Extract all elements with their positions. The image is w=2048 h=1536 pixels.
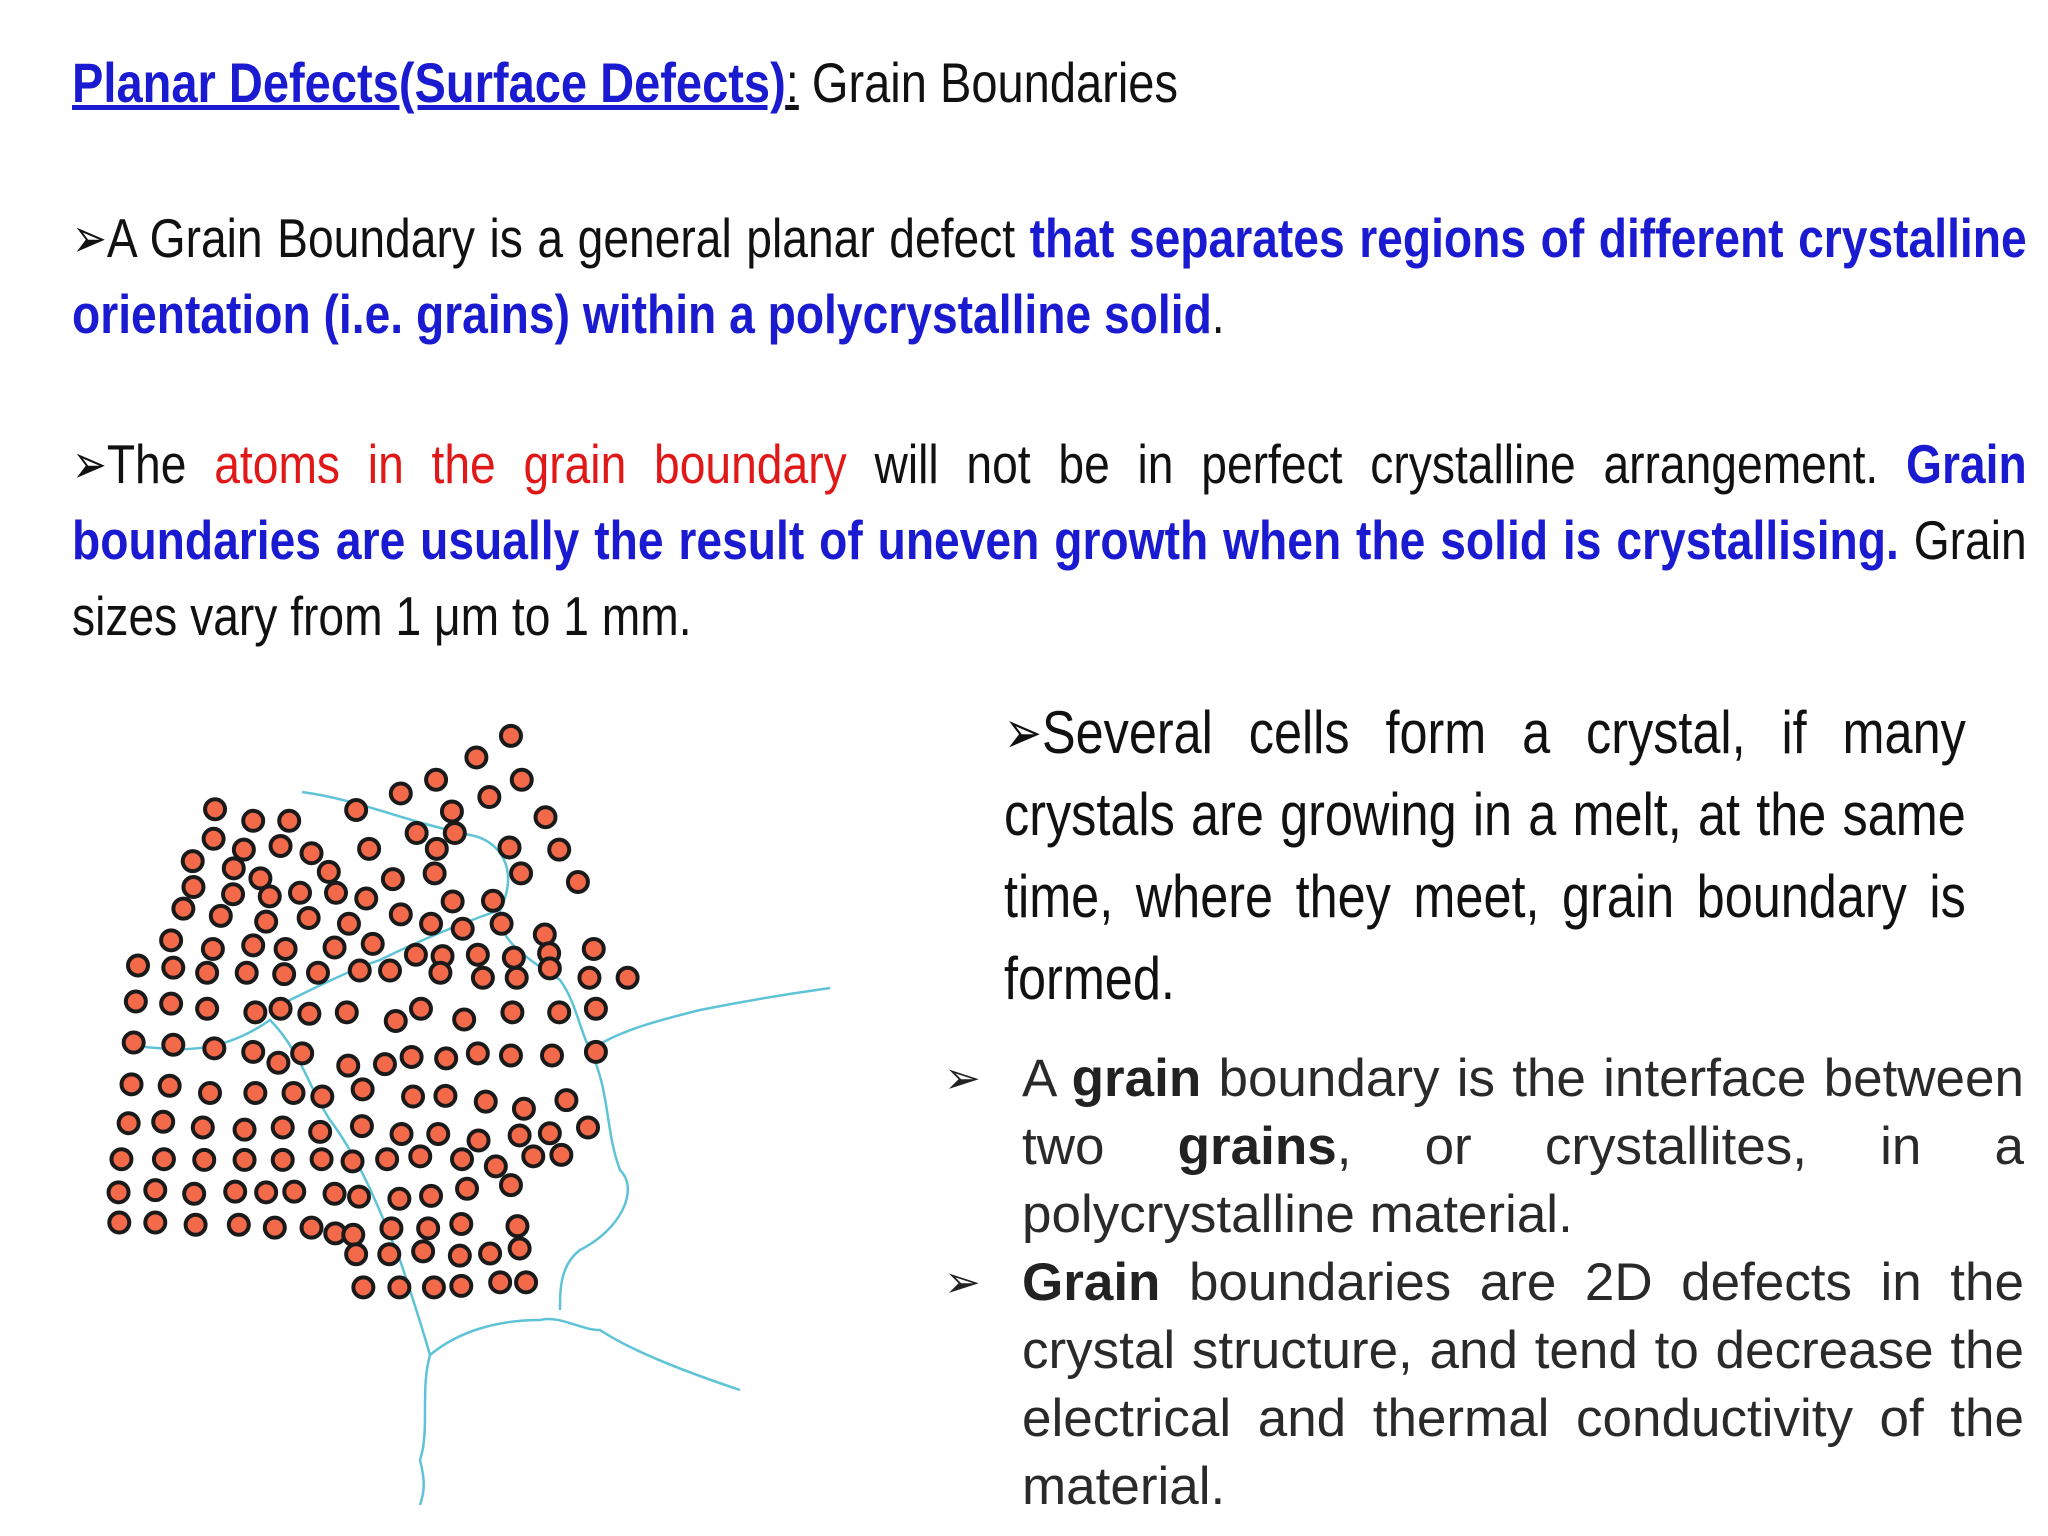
- atom-dot: [109, 1182, 129, 1202]
- atom-dot: [443, 891, 463, 911]
- arrow-bullet-icon: ➢: [944, 1258, 981, 1307]
- atom-dot: [511, 863, 531, 883]
- para1-end: .: [1211, 283, 1225, 345]
- atom-dot: [350, 961, 370, 981]
- atom-dot: [124, 1033, 144, 1053]
- boundary-line: [420, 1355, 430, 1505]
- atom-dot: [299, 908, 319, 928]
- bullet-bold: Grain: [1022, 1253, 1161, 1312]
- atom-dot: [483, 891, 503, 911]
- atom-dot: [234, 840, 254, 860]
- atom-dot: [160, 1076, 180, 1096]
- para3-text: Several cells form a crystal, if many crystals are growing in a melt, at the same time, where they meet, grain boundary is formed.: [1004, 699, 1966, 1012]
- atom-dot: [352, 1116, 372, 1136]
- atom-dot: [173, 899, 193, 919]
- atom-dot: [265, 1218, 285, 1238]
- arrow-bullet-icon: ➢: [72, 206, 107, 270]
- atom-dot: [225, 1182, 245, 1202]
- atom-dot: [271, 999, 291, 1019]
- atom-dot: [292, 1043, 312, 1063]
- arrow-bullet-icon: ➢: [1004, 698, 1042, 768]
- atom-dot: [161, 994, 181, 1014]
- atom-dot: [450, 1246, 470, 1266]
- atom-dot: [359, 839, 379, 859]
- atom-dot: [339, 914, 359, 934]
- para2-middle: will not be in perfect crystalline arrangement.: [846, 433, 1907, 495]
- atom-dot: [468, 945, 488, 965]
- atom-dot: [549, 1002, 569, 1022]
- atom-dot: [391, 904, 411, 924]
- atom-dot: [276, 939, 296, 959]
- atom-dot: [391, 783, 411, 803]
- atom-dot: [425, 863, 445, 883]
- atom-dot: [161, 930, 181, 950]
- atom-dot: [308, 963, 328, 983]
- atom-dot: [501, 726, 521, 746]
- atom-dot: [245, 1083, 265, 1103]
- atom-dot: [421, 914, 441, 934]
- atom-dot: [302, 843, 322, 863]
- atom-dot: [476, 1092, 496, 1112]
- atom-dot: [128, 956, 148, 976]
- atom-dot: [111, 1149, 131, 1169]
- atom-dot: [184, 1184, 204, 1204]
- atom-dot: [501, 1046, 521, 1066]
- atom-dot: [492, 914, 512, 934]
- atom-dot: [510, 1125, 530, 1145]
- atom-dot: [349, 1187, 369, 1207]
- atom-dot: [516, 1272, 536, 1292]
- atom-dot: [453, 919, 473, 939]
- atom-dot: [197, 999, 217, 1019]
- atom-dot: [268, 1053, 288, 1073]
- atom-dot: [584, 939, 604, 959]
- atom-dot: [312, 1149, 332, 1169]
- atom-dot: [183, 877, 203, 897]
- atom-dot: [389, 1277, 409, 1297]
- atom-dot: [271, 836, 291, 856]
- atom-dot: [480, 1244, 500, 1264]
- atom-dot: [284, 1083, 304, 1103]
- atom-dot: [256, 1182, 276, 1202]
- atom-dot: [536, 807, 556, 827]
- atom-dot: [501, 1175, 521, 1195]
- atom-dot: [406, 945, 426, 965]
- atom-dot: [194, 1150, 214, 1170]
- atom-dot: [507, 968, 527, 988]
- boundary-line: [590, 988, 830, 1050]
- atom-dot: [274, 964, 294, 984]
- atom-dot: [523, 1146, 543, 1166]
- para2-emphasis: Grain boundaries are usually the result of uneven growth when the solid is crystallising.: [72, 433, 2027, 571]
- atom-dot: [126, 992, 146, 1012]
- atom-dot: [153, 1112, 173, 1132]
- atom-dot: [403, 1087, 423, 1107]
- para2-red: atoms in the grain boundary: [214, 433, 847, 495]
- atom-dot: [343, 1151, 363, 1171]
- para1-plain: A Grain Boundary is a general planar defect: [106, 207, 1030, 269]
- atom-dot: [551, 1145, 571, 1165]
- atom-dot: [442, 801, 462, 821]
- atom-dot: [186, 1215, 206, 1235]
- atom-dot: [235, 1120, 255, 1140]
- atom-dot: [500, 837, 520, 857]
- atom-dot: [163, 958, 183, 978]
- atom-dot: [436, 1048, 456, 1068]
- arrow-bullet-icon: ➢: [72, 432, 107, 496]
- atom-dot: [211, 906, 231, 926]
- bullet-text: A: [1022, 1049, 1072, 1108]
- atom-dot: [197, 963, 217, 983]
- atom-dot: [454, 1010, 474, 1030]
- atom-dot: [381, 1218, 401, 1238]
- atom-dot: [578, 1118, 598, 1138]
- atom-dot: [243, 935, 263, 955]
- atom-dot: [383, 869, 403, 889]
- atom-dot: [586, 999, 606, 1019]
- list-item: [944, 1045, 2024, 1249]
- slide-title: [72, 50, 1178, 115]
- atom-dot: [486, 1156, 506, 1176]
- atom-dot: [310, 1122, 330, 1142]
- atom-dot: [418, 1218, 438, 1238]
- atom-dot: [445, 823, 465, 843]
- atom-dot: [279, 811, 299, 831]
- atom-dot: [122, 1074, 142, 1094]
- atom-dot: [427, 839, 447, 859]
- atom-dot: [410, 1146, 430, 1166]
- atom-dot: [145, 1180, 165, 1200]
- atom-dot: [421, 1186, 441, 1206]
- atom-dot: [145, 1213, 165, 1233]
- atom-dot: [312, 1087, 332, 1107]
- arrow-bullet-icon: ➢: [944, 1054, 981, 1103]
- atom-dot: [338, 1056, 358, 1076]
- atom-dot: [237, 963, 257, 983]
- atom-dot: [273, 1118, 293, 1138]
- atom-dot: [451, 1276, 471, 1296]
- atom-dot: [413, 1241, 433, 1261]
- atom-dot: [579, 968, 599, 988]
- atom-dot: [302, 1218, 322, 1238]
- atom-lattice: [109, 726, 638, 1298]
- atom-dot: [457, 1179, 477, 1199]
- atom-dot: [386, 1011, 406, 1031]
- grain-boundary-diagram: [0, 690, 900, 1510]
- atom-dot: [535, 925, 555, 945]
- atom-dot: [407, 823, 427, 843]
- atom-dot: [193, 1118, 213, 1138]
- title-heading: Planar Defects(Surface Defects): [72, 51, 786, 114]
- atom-dot: [504, 948, 524, 968]
- atom-dot: [507, 1216, 527, 1236]
- atom-dot: [402, 1047, 422, 1067]
- atom-dot: [424, 1277, 444, 1297]
- atom-dot: [490, 1272, 510, 1292]
- atom-dot: [346, 1244, 366, 1264]
- bullet-text: boundaries are 2D defects in the crystal structure, and tend to decrease the electrical and thermal conductivity of the material.: [1022, 1253, 2024, 1516]
- atom-dot: [119, 1113, 139, 1133]
- atom-dot: [204, 829, 224, 849]
- atom-dot: [428, 1124, 448, 1144]
- atom-dot: [375, 1054, 395, 1074]
- atom-dot: [586, 1042, 606, 1062]
- atom-dot: [243, 1042, 263, 1062]
- atom-dot: [243, 811, 263, 831]
- atom-dot: [363, 934, 383, 954]
- bullet-bold: grains: [1177, 1117, 1337, 1176]
- atom-dot: [284, 1182, 304, 1202]
- atom-dot: [353, 1277, 373, 1297]
- atom-dot: [245, 1002, 265, 1022]
- atom-dot: [473, 968, 493, 988]
- atom-dot: [356, 889, 376, 909]
- atom-dot: [200, 1083, 220, 1103]
- list-item: [944, 1249, 2024, 1521]
- atom-dot: [319, 862, 339, 882]
- atom-dot: [568, 872, 588, 892]
- atom-dot: [479, 787, 499, 807]
- atom-dot: [326, 883, 346, 903]
- atom-dot: [229, 1215, 249, 1235]
- atom-dot: [468, 1043, 488, 1063]
- paragraph-grain-boundary-atoms: [72, 426, 2027, 654]
- para2-start: The: [106, 433, 215, 495]
- bullet-text: , or crystallites, in a polycrystalline material.: [1022, 1117, 2024, 1244]
- atom-dot: [426, 770, 446, 790]
- atom-dot: [512, 770, 532, 790]
- title-colon: :: [785, 51, 799, 114]
- atom-dot: [411, 999, 431, 1019]
- atom-dot: [452, 1149, 472, 1169]
- atom-dot: [466, 747, 486, 767]
- atom-dot: [540, 958, 560, 978]
- atom-dot: [260, 886, 280, 906]
- atom-dot: [380, 961, 400, 981]
- atom-dot: [204, 1038, 224, 1058]
- atom-dot: [542, 1046, 562, 1066]
- boundary-line: [430, 1319, 740, 1390]
- atom-dot: [618, 968, 638, 988]
- atom-dot: [556, 1090, 576, 1110]
- atom-dot: [154, 1149, 174, 1169]
- paragraph-crystal-growth: [1004, 692, 1966, 1020]
- title-subtitle: Grain Boundaries: [811, 51, 1178, 114]
- atom-dot: [163, 1035, 183, 1055]
- atom-dot: [377, 1149, 397, 1169]
- atom-dot: [549, 840, 569, 860]
- atom-dot: [299, 1004, 319, 1024]
- atom-dot: [502, 1002, 522, 1022]
- atom-dot: [430, 963, 450, 983]
- atom-dot: [346, 800, 366, 820]
- atom-dot: [203, 939, 223, 959]
- atom-dot: [389, 1189, 409, 1209]
- atom-dot: [510, 1238, 530, 1258]
- bullet-text: boundary is the interface between two: [1022, 1049, 2024, 1176]
- atom-dot: [451, 1214, 471, 1234]
- atom-dot: [183, 851, 203, 871]
- para2-end: Grain sizes vary from 1 μm to 1 mm.: [72, 509, 2027, 647]
- atom-dot: [353, 1079, 373, 1099]
- atom-dot: [337, 1002, 357, 1022]
- atom-dot: [256, 912, 276, 932]
- paragraph-grain-boundary-definition: [72, 200, 2027, 352]
- atom-dot: [343, 1225, 363, 1245]
- atom-dot: [435, 1086, 455, 1106]
- atom-dot: [392, 1124, 412, 1144]
- atom-dot: [325, 1184, 345, 1204]
- atom-dot: [223, 884, 243, 904]
- atom-dot: [205, 799, 225, 819]
- atom-dot: [379, 1244, 399, 1264]
- atom-dot: [235, 1150, 255, 1170]
- atom-dot: [224, 858, 244, 878]
- bullet-list: [944, 1045, 2024, 1521]
- para1-emphasis: that separates regions of different crystalline orientation (i.e. grains) within a polycrystalline solid: [72, 207, 2027, 345]
- atom-dot: [469, 1130, 489, 1150]
- atom-dot: [290, 883, 310, 903]
- atom-dot: [514, 1099, 534, 1119]
- atom-dot: [109, 1213, 129, 1233]
- atom-dot: [273, 1150, 293, 1170]
- atom-dot: [325, 938, 345, 958]
- atom-dot: [540, 1123, 560, 1143]
- bullet-bold: grain: [1071, 1049, 1202, 1108]
